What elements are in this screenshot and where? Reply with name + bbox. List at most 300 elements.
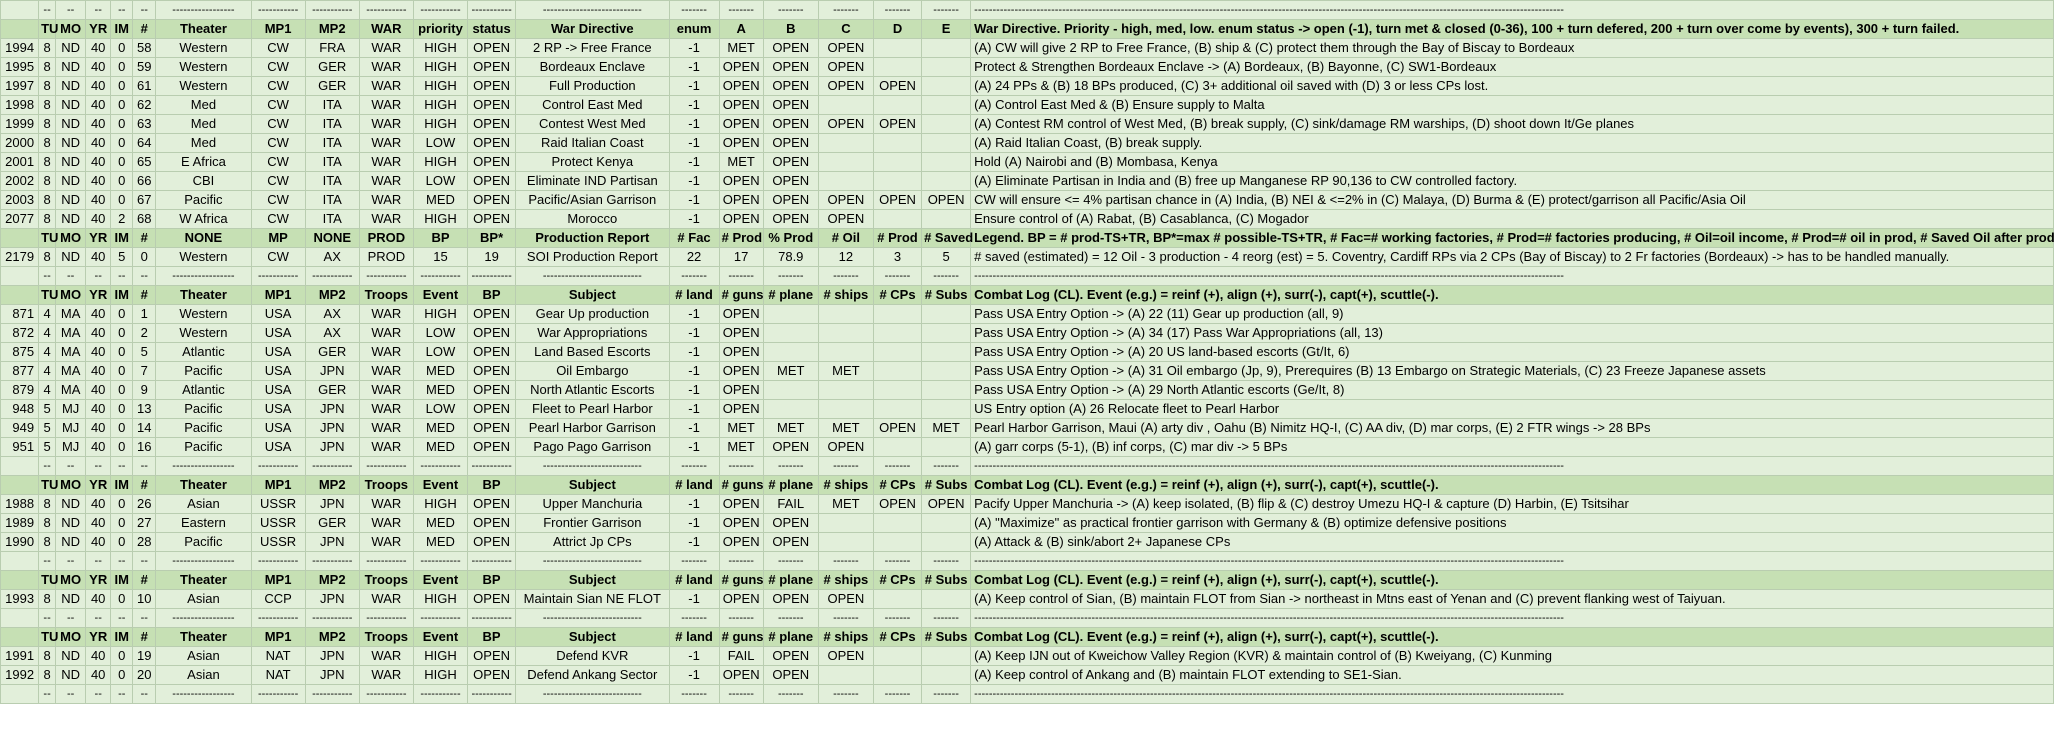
column-header[interactable]: # plane (763, 476, 818, 495)
cell[interactable]: 0 (111, 647, 133, 666)
column-header[interactable]: Theater (156, 476, 251, 495)
cell[interactable]: OPEN (719, 381, 763, 400)
cell[interactable]: MET (818, 419, 873, 438)
cell[interactable]: ----------- (413, 267, 467, 286)
cell[interactable]: 61 (133, 77, 156, 96)
cell[interactable]: 40 (86, 400, 111, 419)
cell[interactable]: OPEN (719, 324, 763, 343)
column-header[interactable]: War Directive. Priority - high, med, low. enum status -> open (-1), turn met & closed (0-36), 100 + turn defered, 200 + turn over come by events), 300 + turn failed. (971, 20, 2054, 39)
cell[interactable]: ------- (922, 685, 971, 704)
cell[interactable] (922, 381, 971, 400)
column-header[interactable]: # plane (763, 628, 818, 647)
cell[interactable]: ----------------------------------------------------------------------------------------------------------------------------------------------------------------- (971, 609, 2054, 628)
cell[interactable]: 22 (669, 248, 719, 267)
cell[interactable]: ------- (818, 457, 873, 476)
cell[interactable]: -1 (669, 153, 719, 172)
cell[interactable]: (A) Attack & (B) sink/abort 2+ Japanese CPs (971, 533, 2054, 552)
column-header[interactable]: War Directive (516, 20, 669, 39)
column-header[interactable]: MP1 (251, 571, 305, 590)
cell[interactable]: (A) Keep IJN out of Kweichow Valley Region (KVR) & maintain control of (B) Kweiyang, (C) Kunming (971, 647, 2054, 666)
cell[interactable]: OPEN (818, 647, 873, 666)
column-header[interactable]: Subject (516, 476, 669, 495)
column-header[interactable]: MO (56, 20, 86, 39)
cell[interactable]: OPEN (763, 77, 818, 96)
cell[interactable]: -- (39, 685, 56, 704)
column-header[interactable]: Theater (156, 286, 251, 305)
cell[interactable] (873, 343, 921, 362)
cell[interactable]: USA (251, 362, 305, 381)
cell[interactable] (922, 153, 971, 172)
cell[interactable]: 3 (873, 248, 921, 267)
cell[interactable]: 0 (111, 400, 133, 419)
cell[interactable]: Atlantic (156, 381, 251, 400)
cell[interactable]: 40 (86, 590, 111, 609)
cell[interactable]: WAR (359, 381, 413, 400)
cell[interactable]: -- (39, 609, 56, 628)
cell[interactable]: OPEN (719, 172, 763, 191)
cell[interactable]: 0 (111, 172, 133, 191)
cell[interactable] (1, 685, 39, 704)
cell[interactable]: OPEN (468, 590, 516, 609)
cell[interactable]: Pass USA Entry Option -> (A) 20 US land-based escorts (Gt/It, 6) (971, 343, 2054, 362)
cell[interactable]: OPEN (763, 438, 818, 457)
cell[interactable]: 0 (111, 305, 133, 324)
cell[interactable] (922, 324, 971, 343)
cell[interactable]: 1993 (1, 590, 39, 609)
cell[interactable]: Morocco (516, 210, 669, 229)
cell[interactable]: USA (251, 438, 305, 457)
cell[interactable]: -- (56, 552, 86, 571)
cell[interactable]: ----------- (413, 685, 467, 704)
cell[interactable]: Asian (156, 590, 251, 609)
column-header[interactable]: TU (39, 229, 56, 248)
cell[interactable]: --------------------------- (516, 552, 669, 571)
cell[interactable]: -- (56, 457, 86, 476)
cell[interactable]: 8 (39, 533, 56, 552)
cell[interactable]: 0 (111, 134, 133, 153)
column-header[interactable]: priority (413, 20, 467, 39)
column-header[interactable]: Troops (359, 628, 413, 647)
cell[interactable]: OPEN (763, 153, 818, 172)
column-header[interactable] (1, 20, 39, 39)
cell[interactable]: ND (56, 647, 86, 666)
cell[interactable] (873, 39, 921, 58)
cell[interactable]: Pearl Harbor Garrison (516, 419, 669, 438)
cell[interactable]: MET (719, 419, 763, 438)
cell[interactable]: 67 (133, 191, 156, 210)
cell[interactable]: -- (86, 267, 111, 286)
cell[interactable]: 5 (39, 419, 56, 438)
cell[interactable]: Control East Med (516, 96, 669, 115)
column-header[interactable]: # CPs (873, 571, 921, 590)
cell[interactable]: -- (39, 267, 56, 286)
cell[interactable]: 871 (1, 305, 39, 324)
cell[interactable]: Fleet to Pearl Harbor (516, 400, 669, 419)
cell[interactable]: OPEN (719, 58, 763, 77)
cell[interactable]: WAR (359, 666, 413, 685)
cell[interactable]: OPEN (763, 191, 818, 210)
cell[interactable] (922, 666, 971, 685)
cell[interactable]: WAR (359, 134, 413, 153)
cell[interactable] (818, 153, 873, 172)
column-header[interactable]: TU (39, 628, 56, 647)
column-header[interactable]: # Fac (669, 229, 719, 248)
cell[interactable]: Ensure control of (A) Rabat, (B) Casablanca, (C) Mogador (971, 210, 2054, 229)
cell[interactable]: MET (763, 362, 818, 381)
cell[interactable]: NAT (251, 647, 305, 666)
column-header[interactable]: # (133, 476, 156, 495)
cell[interactable]: WAR (359, 210, 413, 229)
cell[interactable]: 0 (111, 324, 133, 343)
cell[interactable] (873, 58, 921, 77)
cell[interactable]: ND (56, 533, 86, 552)
cell[interactable]: ----------------- (156, 1, 251, 20)
cell[interactable]: ND (56, 248, 86, 267)
cell[interactable]: MA (56, 305, 86, 324)
cell[interactable]: USA (251, 419, 305, 438)
cell[interactable]: -- (56, 609, 86, 628)
column-header[interactable]: IM (111, 628, 133, 647)
cell[interactable] (873, 666, 921, 685)
cell[interactable]: CW (251, 77, 305, 96)
cell[interactable]: ------- (763, 552, 818, 571)
cell[interactable]: ----------- (468, 609, 516, 628)
cell[interactable]: 40 (86, 647, 111, 666)
cell[interactable]: LOW (413, 400, 467, 419)
cell[interactable]: ----------- (468, 1, 516, 20)
cell[interactable]: ------- (669, 552, 719, 571)
cell[interactable]: FAIL (763, 495, 818, 514)
cell[interactable] (922, 39, 971, 58)
cell[interactable]: MET (818, 362, 873, 381)
cell[interactable]: Protect & Strengthen Bordeaux Enclave -> (A) Bordeaux, (B) Bayonne, (C) SW1-Bordeaux (971, 58, 2054, 77)
column-header[interactable]: # land (669, 571, 719, 590)
column-header[interactable]: TU (39, 476, 56, 495)
column-header[interactable]: Troops (359, 571, 413, 590)
cell[interactable]: -- (133, 552, 156, 571)
column-header[interactable]: # ships (818, 286, 873, 305)
column-header[interactable]: Combat Log (CL). Event (e.g.) = reinf (+), align (+), surr(-), capt(+), scuttle(-). (971, 628, 2054, 647)
column-header[interactable]: MO (56, 628, 86, 647)
column-header[interactable]: # Subs (922, 628, 971, 647)
cell[interactable]: 1994 (1, 39, 39, 58)
cell[interactable]: Asian (156, 495, 251, 514)
cell[interactable]: Raid Italian Coast (516, 134, 669, 153)
cell[interactable] (873, 172, 921, 191)
cell[interactable]: ------- (719, 609, 763, 628)
cell[interactable]: 8 (39, 647, 56, 666)
cell[interactable]: OPEN (922, 495, 971, 514)
cell[interactable]: ----------------------------------------------------------------------------------------------------------------------------------------------------------------- (971, 457, 2054, 476)
cell[interactable]: ND (56, 590, 86, 609)
cell[interactable]: 8 (39, 153, 56, 172)
cell[interactable]: ------- (719, 457, 763, 476)
cell[interactable]: ------- (922, 552, 971, 571)
cell[interactable]: -1 (669, 647, 719, 666)
cell[interactable]: 872 (1, 324, 39, 343)
cell[interactable]: CW (251, 96, 305, 115)
cell[interactable]: Pacific (156, 191, 251, 210)
cell[interactable]: (A) 24 PPs & (B) 18 BPs produced, (C) 3+ additional oil saved with (D) 3 or less CPs lost. (971, 77, 2054, 96)
cell[interactable]: 19 (468, 248, 516, 267)
cell[interactable]: OPEN (763, 533, 818, 552)
cell[interactable]: ------- (719, 685, 763, 704)
column-header[interactable] (1, 476, 39, 495)
cell[interactable]: -- (39, 552, 56, 571)
cell[interactable] (873, 210, 921, 229)
cell[interactable]: OPEN (719, 666, 763, 685)
cell[interactable] (1, 267, 39, 286)
cell[interactable]: 40 (86, 115, 111, 134)
cell[interactable]: 2 (111, 210, 133, 229)
cell[interactable]: 0 (111, 362, 133, 381)
cell[interactable]: ----------- (468, 552, 516, 571)
cell[interactable]: -- (56, 1, 86, 20)
cell[interactable]: HIGH (413, 590, 467, 609)
cell[interactable]: OPEN (468, 647, 516, 666)
cell[interactable]: 58 (133, 39, 156, 58)
cell[interactable]: GER (305, 343, 359, 362)
cell[interactable]: HIGH (413, 58, 467, 77)
cell[interactable]: ----------------------------------------------------------------------------------------------------------------------------------------------------------------- (971, 685, 2054, 704)
cell[interactable]: MED (413, 381, 467, 400)
cell[interactable]: WAR (359, 343, 413, 362)
cell[interactable]: OPEN (719, 400, 763, 419)
cell[interactable]: 8 (39, 590, 56, 609)
cell[interactable]: 26 (133, 495, 156, 514)
column-header[interactable]: # Subs (922, 476, 971, 495)
cell[interactable]: 40 (86, 39, 111, 58)
cell[interactable]: OPEN (873, 419, 921, 438)
cell[interactable]: OPEN (468, 39, 516, 58)
cell[interactable]: MA (56, 381, 86, 400)
cell[interactable]: GER (305, 77, 359, 96)
column-header[interactable]: Subject (516, 571, 669, 590)
cell[interactable]: War Appropriations (516, 324, 669, 343)
cell[interactable]: -- (86, 457, 111, 476)
cell[interactable]: Pacific/Asian Garrison (516, 191, 669, 210)
cell[interactable]: Frontier Garrison (516, 514, 669, 533)
cell[interactable]: -- (56, 267, 86, 286)
cell[interactable]: ------- (763, 267, 818, 286)
cell[interactable]: -1 (669, 438, 719, 457)
cell[interactable]: CBI (156, 172, 251, 191)
cell[interactable]: OPEN (468, 115, 516, 134)
cell[interactable]: 1998 (1, 96, 39, 115)
cell[interactable]: ------- (873, 609, 921, 628)
cell[interactable]: MA (56, 324, 86, 343)
cell[interactable]: Pacific (156, 419, 251, 438)
cell[interactable]: 4 (39, 324, 56, 343)
cell[interactable]: Pass USA Entry Option -> (A) 31 Oil embargo (Jp, 9), Prerequires (B) 13 Embargo on Strategic Materials, (C) 23 Freeze Japanese assets (971, 362, 2054, 381)
cell[interactable]: OPEN (468, 343, 516, 362)
column-header[interactable]: BP* (468, 229, 516, 248)
cell[interactable] (1, 609, 39, 628)
cell[interactable]: WAR (359, 58, 413, 77)
cell[interactable]: 68 (133, 210, 156, 229)
cell[interactable]: 875 (1, 343, 39, 362)
column-header[interactable]: MP1 (251, 20, 305, 39)
cell[interactable] (922, 58, 971, 77)
cell[interactable]: 0 (111, 191, 133, 210)
cell[interactable]: W Africa (156, 210, 251, 229)
column-header[interactable]: # (133, 571, 156, 590)
cell[interactable]: OPEN (468, 172, 516, 191)
cell[interactable]: USSR (251, 533, 305, 552)
column-header[interactable]: Event (413, 571, 467, 590)
cell[interactable]: -1 (669, 381, 719, 400)
column-header[interactable]: # CPs (873, 628, 921, 647)
cell[interactable]: OPEN (468, 438, 516, 457)
cell[interactable]: 1988 (1, 495, 39, 514)
cell[interactable]: ----------- (251, 609, 305, 628)
cell[interactable]: E Africa (156, 153, 251, 172)
cell[interactable]: ----------- (251, 552, 305, 571)
cell[interactable]: ----------- (359, 1, 413, 20)
cell[interactable]: ------- (922, 609, 971, 628)
cell[interactable]: ND (56, 96, 86, 115)
column-header[interactable]: Troops (359, 476, 413, 495)
cell[interactable]: ----------- (251, 685, 305, 704)
cell[interactable]: 0 (111, 39, 133, 58)
cell[interactable]: North Atlantic Escorts (516, 381, 669, 400)
cell[interactable]: 40 (86, 362, 111, 381)
cell[interactable]: ----------- (305, 1, 359, 20)
cell[interactable]: 4 (39, 305, 56, 324)
cell[interactable]: ----------- (251, 457, 305, 476)
cell[interactable]: 40 (86, 134, 111, 153)
column-header[interactable]: TU (39, 286, 56, 305)
cell[interactable]: FRA (305, 39, 359, 58)
cell[interactable]: OPEN (763, 590, 818, 609)
cell[interactable]: OPEN (763, 115, 818, 134)
cell[interactable] (922, 514, 971, 533)
cell[interactable]: MJ (56, 419, 86, 438)
cell[interactable]: ----------- (305, 457, 359, 476)
cell[interactable]: (A) Contest RM control of West Med, (B) break supply, (C) sink/damage RM warships, (D) shoot down It/Ge planes (971, 115, 2054, 134)
cell[interactable] (922, 172, 971, 191)
cell[interactable]: 59 (133, 58, 156, 77)
column-header[interactable]: NONE (305, 229, 359, 248)
cell[interactable]: 5 (922, 248, 971, 267)
cell[interactable]: CW (251, 191, 305, 210)
cell[interactable]: -- (56, 685, 86, 704)
cell[interactable]: 8 (39, 39, 56, 58)
cell[interactable]: (A) CW will give 2 RP to Free France, (B) ship & (C) protect them through the Bay of Biscay to Bordeaux (971, 39, 2054, 58)
cell[interactable]: WAR (359, 438, 413, 457)
cell[interactable]: JPN (305, 590, 359, 609)
column-header[interactable]: # (133, 229, 156, 248)
cell[interactable]: 877 (1, 362, 39, 381)
cell[interactable]: ND (56, 514, 86, 533)
cell[interactable]: --------------------------- (516, 1, 669, 20)
cell[interactable]: CW (251, 153, 305, 172)
cell[interactable]: MED (413, 438, 467, 457)
cell[interactable]: JPN (305, 362, 359, 381)
cell[interactable]: 951 (1, 438, 39, 457)
cell[interactable]: ------- (818, 552, 873, 571)
column-header[interactable]: TU (39, 571, 56, 590)
cell[interactable]: OPEN (719, 96, 763, 115)
cell[interactable]: ------- (922, 457, 971, 476)
cell[interactable]: Pass USA Entry Option -> (A) 22 (11) Gear up production (all, 9) (971, 305, 2054, 324)
cell[interactable]: USA (251, 305, 305, 324)
cell[interactable]: CW (251, 210, 305, 229)
cell[interactable]: 78.9 (763, 248, 818, 267)
cell[interactable]: ----------------- (156, 685, 251, 704)
cell[interactable]: ------- (818, 1, 873, 20)
cell[interactable]: 879 (1, 381, 39, 400)
cell[interactable]: ----------- (468, 457, 516, 476)
cell[interactable]: 0 (111, 381, 133, 400)
column-header[interactable]: # plane (763, 571, 818, 590)
cell[interactable] (763, 343, 818, 362)
cell[interactable] (763, 381, 818, 400)
cell[interactable]: OPEN (818, 39, 873, 58)
cell[interactable]: 1991 (1, 647, 39, 666)
cell[interactable]: ----------- (413, 552, 467, 571)
cell[interactable]: 1999 (1, 115, 39, 134)
cell[interactable]: OPEN (818, 210, 873, 229)
cell[interactable]: 0 (111, 115, 133, 134)
column-header[interactable]: YR (86, 286, 111, 305)
cell[interactable]: 19 (133, 647, 156, 666)
cell[interactable]: OPEN (763, 647, 818, 666)
cell[interactable]: OPEN (818, 191, 873, 210)
cell[interactable]: LOW (413, 134, 467, 153)
cell[interactable]: HIGH (413, 647, 467, 666)
column-header[interactable]: MP (251, 229, 305, 248)
column-header[interactable]: MO (56, 229, 86, 248)
cell[interactable]: Protect Kenya (516, 153, 669, 172)
cell[interactable]: CW (251, 134, 305, 153)
cell[interactable]: ----------- (305, 609, 359, 628)
column-header[interactable]: enum (669, 20, 719, 39)
cell[interactable]: -- (111, 552, 133, 571)
column-header[interactable]: MO (56, 571, 86, 590)
cell[interactable]: -1 (669, 191, 719, 210)
cell[interactable]: OPEN (719, 134, 763, 153)
cell[interactable]: ----------- (468, 685, 516, 704)
column-header[interactable]: Subject (516, 286, 669, 305)
column-header[interactable] (1, 229, 39, 248)
cell[interactable]: -1 (669, 96, 719, 115)
cell[interactable]: LOW (413, 324, 467, 343)
cell[interactable]: ------- (669, 685, 719, 704)
cell[interactable]: 948 (1, 400, 39, 419)
cell[interactable]: 0 (111, 96, 133, 115)
cell[interactable] (922, 210, 971, 229)
cell[interactable]: Pearl Harbor Garrison, Maui (A) arty div , Oahu (B) Nimitz HQ-I, (C) AA div, (D) mar corps, (E) 2 FTR wings -> 28 BPs (971, 419, 2054, 438)
cell[interactable]: ND (56, 666, 86, 685)
cell[interactable] (873, 438, 921, 457)
cell[interactable]: ND (56, 115, 86, 134)
cell[interactable]: 0 (111, 495, 133, 514)
cell[interactable]: ND (56, 210, 86, 229)
cell[interactable]: --------------------------- (516, 457, 669, 476)
column-header[interactable]: MO (56, 476, 86, 495)
cell[interactable]: 65 (133, 153, 156, 172)
cell[interactable]: PROD (359, 248, 413, 267)
cell[interactable]: 2179 (1, 248, 39, 267)
cell[interactable] (922, 343, 971, 362)
cell[interactable]: GER (305, 58, 359, 77)
cell[interactable]: Pago Pago Garrison (516, 438, 669, 457)
cell[interactable]: OPEN (719, 191, 763, 210)
cell[interactable]: Pass USA Entry Option -> (A) 34 (17) Pass War Appropriations (all, 13) (971, 324, 2054, 343)
cell[interactable]: (A) Eliminate Partisan in India and (B) free up Manganese RP 90,136 to CW controlled factory. (971, 172, 2054, 191)
column-header[interactable]: Combat Log (CL). Event (e.g.) = reinf (+), align (+), surr(-), capt(+), scuttle(-). (971, 571, 2054, 590)
